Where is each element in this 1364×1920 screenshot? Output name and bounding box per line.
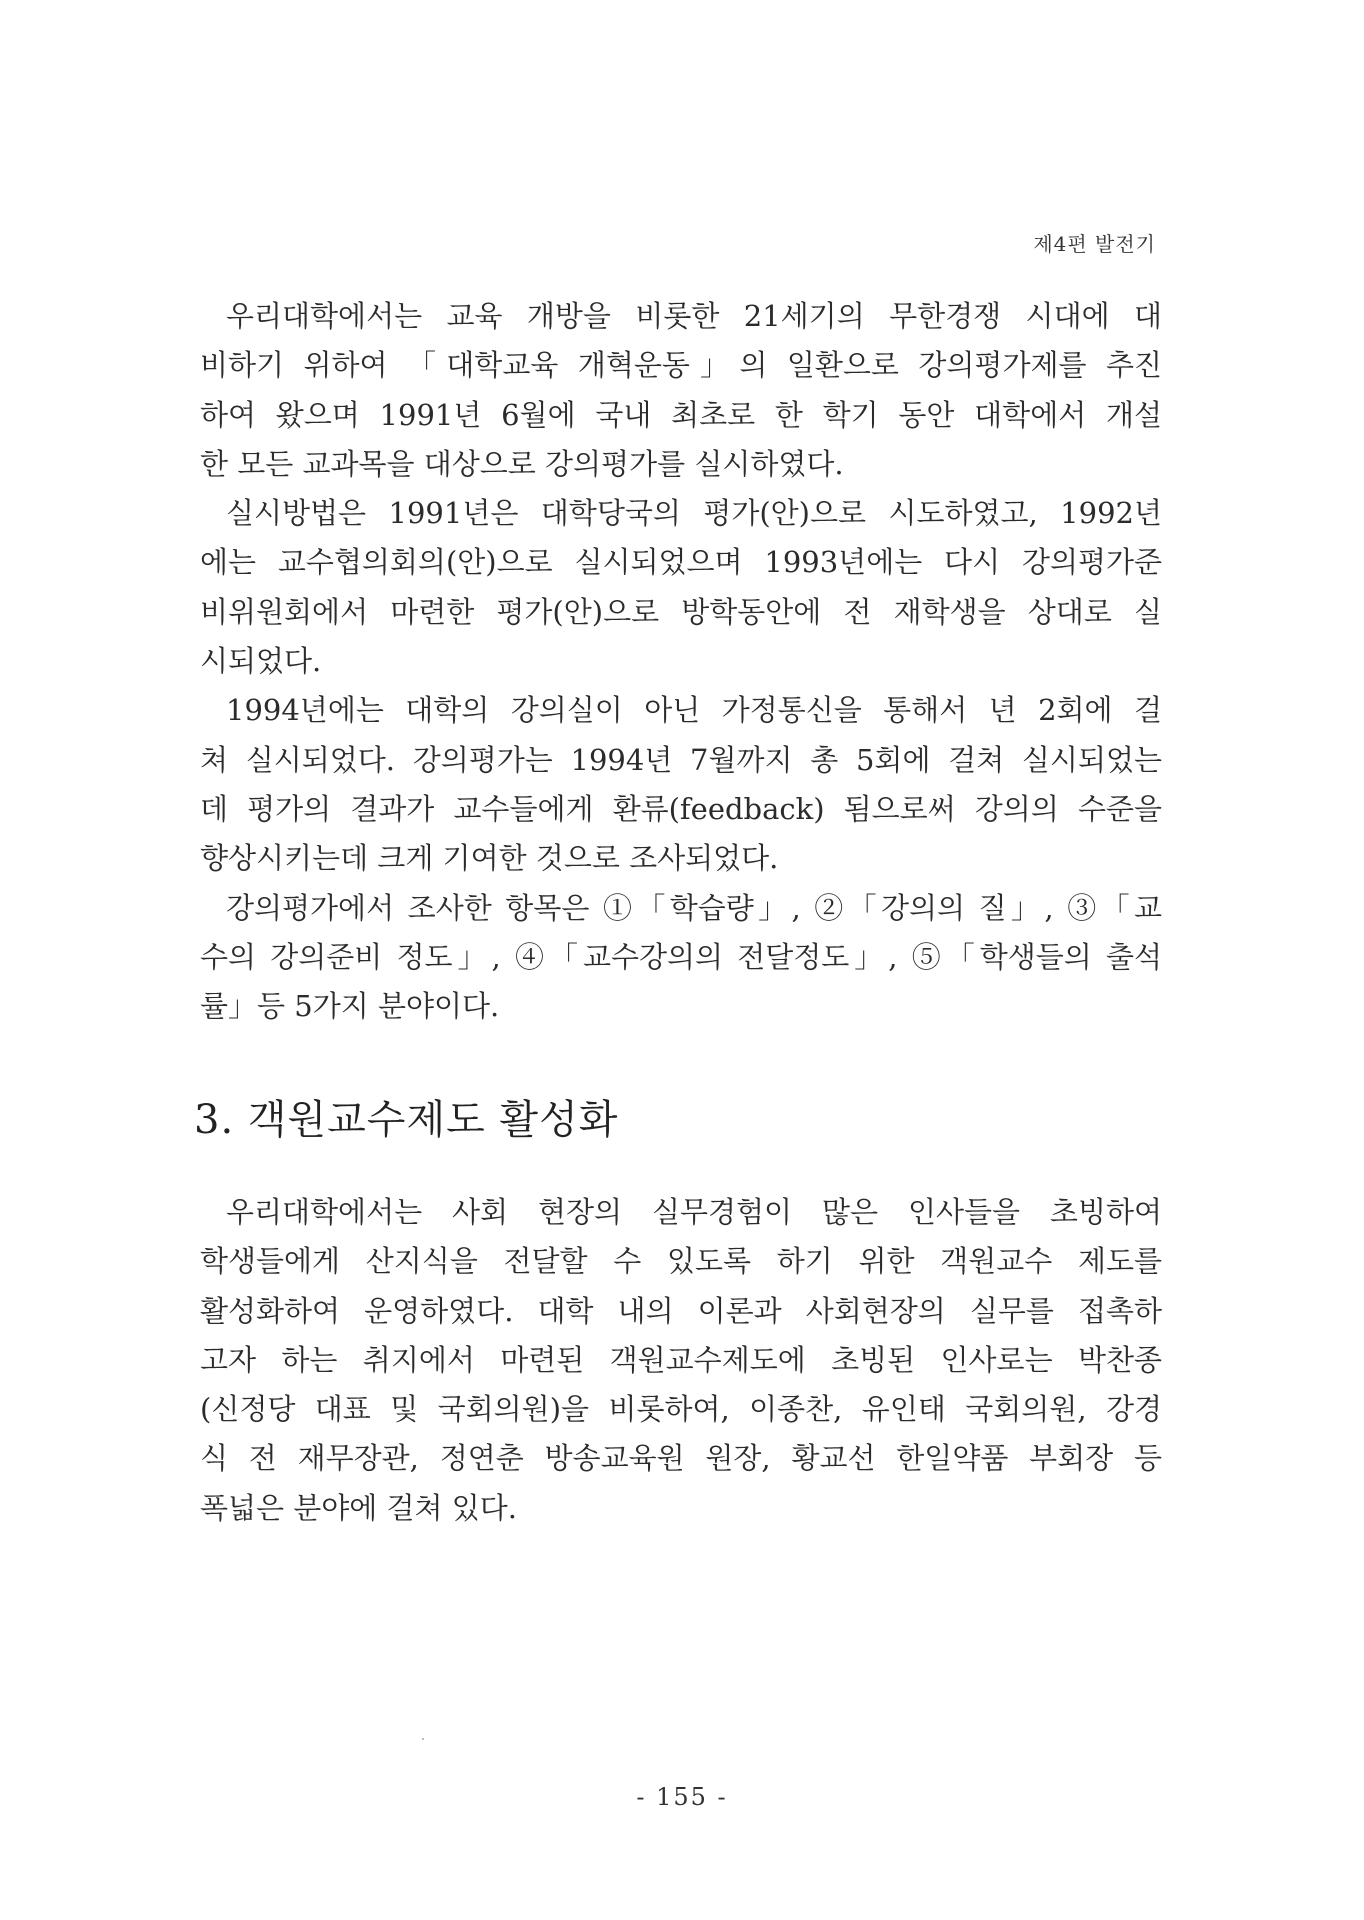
text-line: 률」등 5가지 분야이다. xyxy=(200,989,500,1024)
text-line: 식 전 재무장관, 정연춘 방송교육원 원장, 황교선 한일약품 부회장 등 xyxy=(200,1441,1162,1476)
page-number: - 155 - xyxy=(636,1783,728,1811)
text-line: 1994년에는 대학의 강의실이 아닌 가정통신을 통해서 년 2회에 걸 xyxy=(226,693,1162,728)
text-line: 활성화하여 운영하였다. 대학 내의 이론과 사회현장의 실무를 접촉하 xyxy=(200,1293,1162,1328)
text-line: 향상시키는데 크게 기여한 것으로 조사되었다. xyxy=(200,841,779,876)
text-line: 우리대학에서는 교육 개방을 비롯한 21세기의 무한경쟁 시대에 대 xyxy=(226,299,1162,333)
text-line: 비위원회에서 마련한 평가(안)으로 방학동안에 전 재학생을 상대로 실 xyxy=(200,594,1162,629)
text-line: 데 평가의 결과가 교수들에게 환류(feedback) 됨으로써 강의의 수준을 xyxy=(200,791,1162,826)
text-line: 고자 하는 취지에서 마련된 객원교수제도에 초빙된 인사로는 박찬종 xyxy=(200,1342,1162,1377)
text-line: 쳐 실시되었다. 강의평가는 1994년 7월까지 총 5회에 걸쳐 실시되었는 xyxy=(200,742,1162,777)
text-line: 비하기 위하여 「대학교육 개혁운동」의 일환으로 강의평가제를 추진 xyxy=(200,348,1162,383)
text-line: 학생들에게 산지식을 전달할 수 있도록 하기 위한 객원교수 제도를 xyxy=(200,1244,1162,1279)
text-line: 하여 왔으며 1991년 6월에 국내 최초로 한 학기 동안 대학에서 개설 xyxy=(200,397,1162,432)
text-line: 시되었다. xyxy=(200,644,322,679)
text-line: 한 모든 교과목을 대상으로 강의평가를 실시하였다. xyxy=(200,446,844,481)
text-line: (신정당 대표 및 국회의원)을 비롯하여, 이종찬, 유인태 국회의원, 강경 xyxy=(200,1392,1162,1427)
section-heading: 3. 객원교수제도 활성화 xyxy=(194,1097,619,1143)
text-line: 실시방법은 1991년은 대학당국의 평가(안)으로 시도하였고, 1992년 xyxy=(226,496,1162,531)
text-line: 우리대학에서는 사회 현장의 실무경험이 많은 인사들을 초빙하여 xyxy=(226,1195,1162,1229)
scan-speck xyxy=(422,1738,424,1740)
lecture-evaluation-text xyxy=(200,292,1162,1031)
running-header: 제4편 발전기 xyxy=(1033,232,1156,256)
text-line: 수의 강의준비 정도」, ④「교수강의의 전달정도」, ⑤「학생들의 출석 xyxy=(200,939,1162,974)
text-line: 에는 교수협의회의(안)으로 실시되었으며 1993년에는 다시 강의평가준 xyxy=(200,545,1162,580)
visiting-professor-text xyxy=(200,1188,1162,1533)
text-line: 폭넓은 분야에 걸쳐 있다. xyxy=(200,1490,518,1525)
text-line: 강의평가에서 조사한 항목은 ①「학습량」, ②「강의의 질」, ③「교 xyxy=(226,890,1162,925)
